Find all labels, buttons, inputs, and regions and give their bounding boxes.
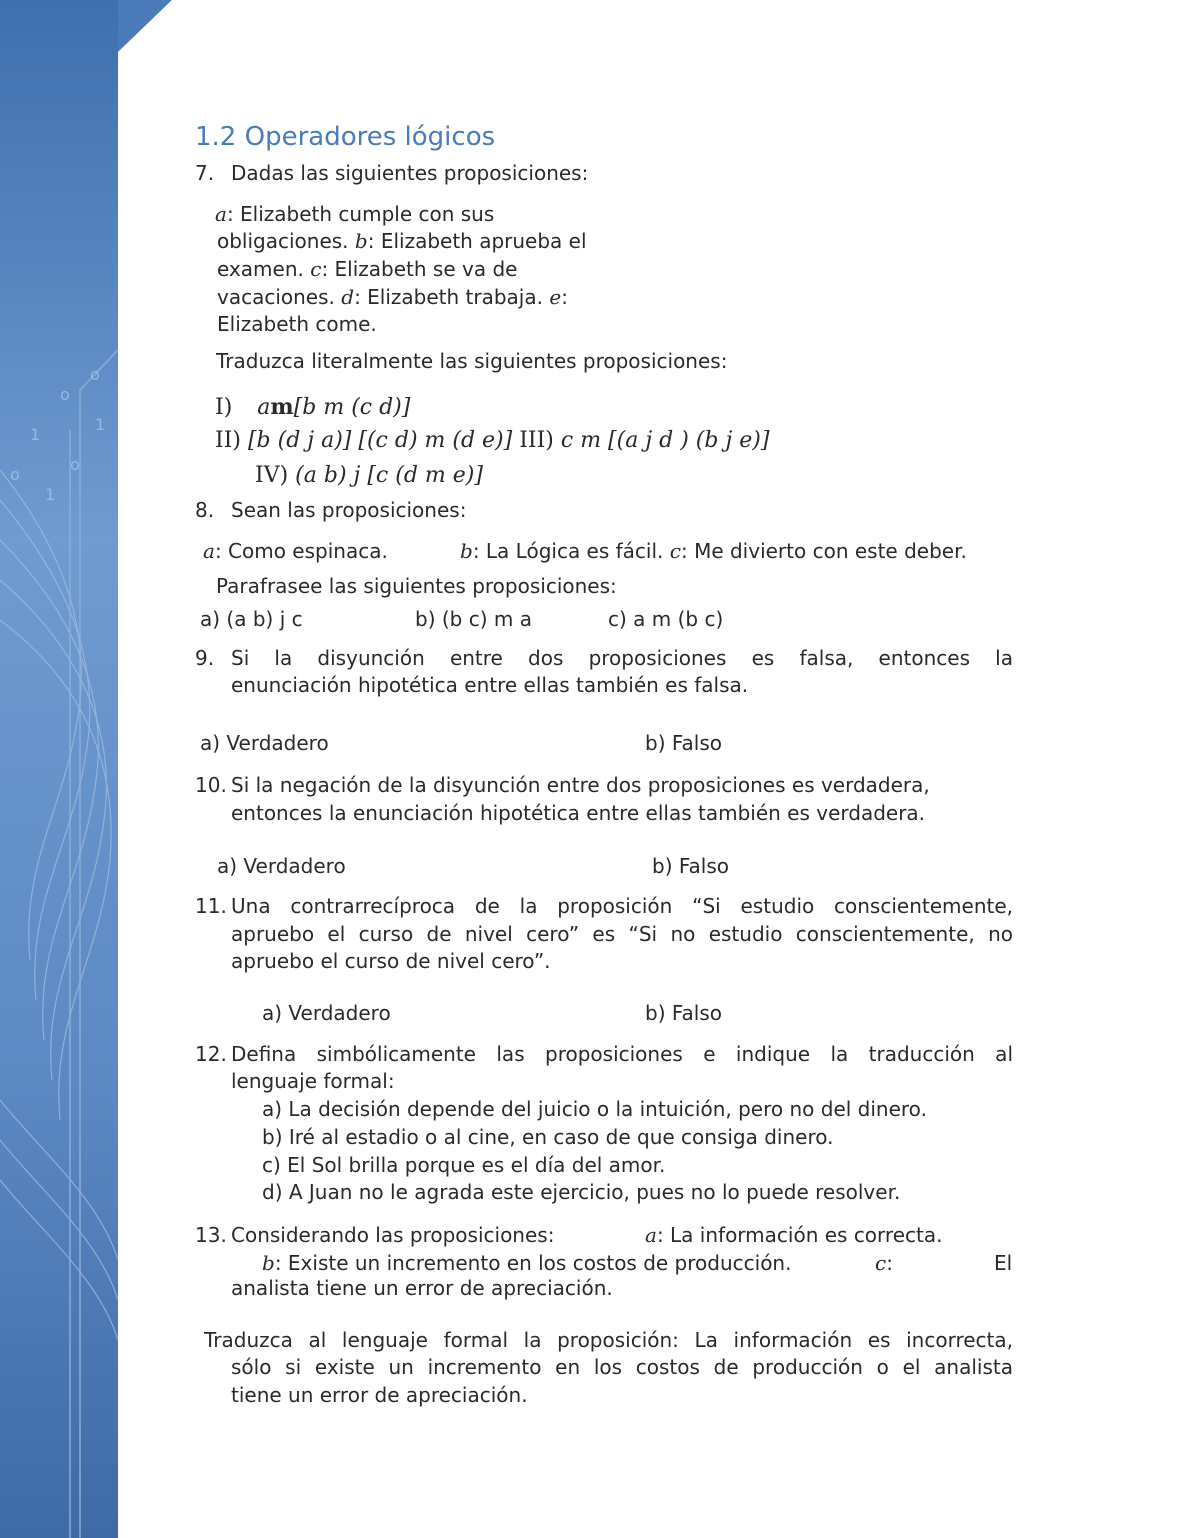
q10-line2: entonces la enunciación hipotética entre ellas también es verdadera.: [231, 801, 926, 825]
var-a: a: [203, 539, 215, 563]
formula-var: a: [257, 395, 271, 420]
var-d: d: [341, 285, 355, 309]
var-b: b: [354, 229, 368, 253]
formula-body: c m [(a j d ) (b j e)]: [560, 428, 770, 453]
q13-prop-c-cont: El: [994, 1251, 1013, 1275]
q7-prop-line: [217, 228, 587, 255]
q12-number: 12.: [195, 1042, 227, 1066]
q12-item-a: a) La decisión depende del juicio o la intuición, pero no del dinero.: [262, 1097, 927, 1121]
prop-c-text: : Elizabeth se va de: [321, 257, 518, 281]
q11-line1: Una contrarrecíproca de la proposición “Si estudio conscientemente,: [231, 894, 1013, 918]
formula-label: II): [215, 428, 241, 453]
q8-instruction: Parafrasee las siguientes proposiciones:: [216, 574, 617, 598]
var-c: c: [669, 539, 681, 563]
formula-body: [b (d j a)] [(c d) m (d e)]: [247, 428, 513, 453]
prop-text: vacaciones.: [217, 285, 342, 309]
q10-line1: Si la negación de la disyunción entre dos proposiciones es verdadera,: [231, 773, 930, 797]
q8-props-line: [460, 538, 967, 565]
q10-option-a: a) Verdadero: [217, 854, 346, 878]
q9-number: 9.: [195, 646, 215, 670]
formula-operator: m: [270, 394, 294, 420]
q12-item-c: c) El Sol brilla porque es el día del amor.: [262, 1153, 666, 1177]
q11-option-a: a) Verdadero: [262, 1001, 391, 1025]
q11-option-b: b) Falso: [645, 1001, 722, 1025]
var-b: b: [460, 539, 473, 563]
var-c: c: [310, 257, 322, 281]
q13-prop-a: [645, 1222, 942, 1249]
q13-final-line2: sólo si existe un incremento en los costos de producción o el analista: [231, 1355, 1013, 1379]
q8-props-line: [203, 538, 388, 565]
formula-1: [215, 394, 410, 421]
q11-number: 11.: [195, 894, 227, 918]
q11-line2: apruebo el curso de nivel cero” es “Si no estudio conscientemente, no: [231, 922, 1013, 946]
q7-line: [195, 160, 588, 187]
q8-option-a: a) (a b) j c: [200, 607, 303, 631]
prop-a-text: : La información es correcta.: [656, 1223, 943, 1247]
q8-intro: Sean las proposiciones:: [231, 498, 467, 522]
q8-option-c: c) a m (b c): [608, 607, 724, 631]
q9-line2: enunciación hipotética entre ellas también es falsa.: [231, 673, 749, 697]
q11-line3: apruebo el curso de nivel cero”.: [231, 949, 551, 973]
prop-e-text: :: [561, 285, 568, 309]
q12-item-d: d) A Juan no le agrada este ejercicio, pues no lo puede resolver.: [262, 1180, 901, 1204]
q13-final-line3: tiene un error de apreciación.: [231, 1383, 528, 1407]
q13-prop-c: [875, 1250, 893, 1277]
q7-instruction: Traduzca literalmente las siguientes proposiciones:: [216, 349, 728, 373]
q7-intro: Dadas las siguientes proposiciones:: [231, 161, 589, 185]
formula-body: [b m (c d)]: [293, 395, 411, 420]
q13-number: 13.: [195, 1223, 227, 1247]
formula-2-3: [215, 427, 769, 454]
svg-text:o: o: [10, 465, 20, 484]
var-c: c: [875, 1251, 887, 1275]
q9-option-a: a) Verdadero: [200, 731, 329, 755]
q12-item-b: b) Iré al estadio o al cine, en caso de que consiga dinero.: [262, 1125, 834, 1149]
svg-text:1: 1: [30, 425, 41, 444]
prop-d-text: : Elizabeth trabaja.: [354, 285, 550, 309]
q13-line3: analista tiene un error de apreciación.: [231, 1276, 613, 1300]
q7-prop-line: [217, 311, 377, 338]
svg-text:o: o: [90, 365, 100, 384]
q12-line2: lenguaje formal:: [231, 1069, 395, 1093]
prop-a-text: : Elizabeth cumple con sus: [226, 202, 495, 226]
q8-line: [195, 497, 466, 524]
prop-b-text: : Elizabeth aprueba el: [367, 229, 587, 253]
formula-4: [255, 462, 483, 489]
section-title: 1.2 Operadores lógicos: [195, 122, 496, 152]
prop-text: examen.: [217, 257, 311, 281]
q8-option-b: b) (b c) m a: [415, 607, 532, 631]
q10-number: 10.: [195, 773, 227, 797]
svg-text:1: 1: [95, 415, 106, 434]
q7-number: 7.: [195, 161, 215, 185]
prop-b-text: : Existe un incremento en los costos de producción.: [274, 1251, 792, 1275]
formula-label: III): [519, 428, 554, 453]
q13-final-line1: Traduzca al lenguaje formal la proposición: La información es incorrecta,: [204, 1328, 1013, 1352]
q13-prop-b: [262, 1250, 791, 1277]
var-b: b: [262, 1251, 275, 1275]
q12-line1: Defina simbólicamente las proposiciones e indique la traducción al: [231, 1042, 1013, 1066]
svg-text:o: o: [60, 385, 70, 404]
svg-text:o: o: [70, 455, 80, 474]
var-e: e: [549, 285, 562, 309]
formula-body: (a b) j [c (d m e)]: [295, 463, 483, 488]
prop-text: obligaciones.: [217, 229, 355, 253]
q9-option-b: b) Falso: [645, 731, 722, 755]
prop-text: Elizabeth come.: [217, 312, 377, 336]
q9-line1: Si la disyunción entre dos proposiciones es falsa, entonces la: [231, 646, 1013, 670]
formula-label: I): [215, 395, 233, 420]
prop-b-text: : La Lógica es fácil.: [472, 539, 664, 563]
q7-prop-line: [217, 284, 568, 311]
q8-number: 8.: [195, 498, 215, 522]
q13-line1: Considerando las proposiciones:: [231, 1223, 555, 1247]
q7-prop-line: [217, 256, 517, 283]
var-a: a: [215, 202, 227, 226]
q7-prop-line: [215, 201, 494, 228]
formula-label: IV): [255, 463, 289, 488]
prop-c-text: :: [886, 1251, 893, 1275]
svg-text:1: 1: [45, 485, 56, 504]
q10-option-b: b) Falso: [652, 854, 729, 878]
var-a: a: [645, 1223, 657, 1247]
prop-c-text: : Me divierto con este deber.: [680, 539, 967, 563]
prop-a-text: : Como espinaca.: [214, 539, 388, 563]
